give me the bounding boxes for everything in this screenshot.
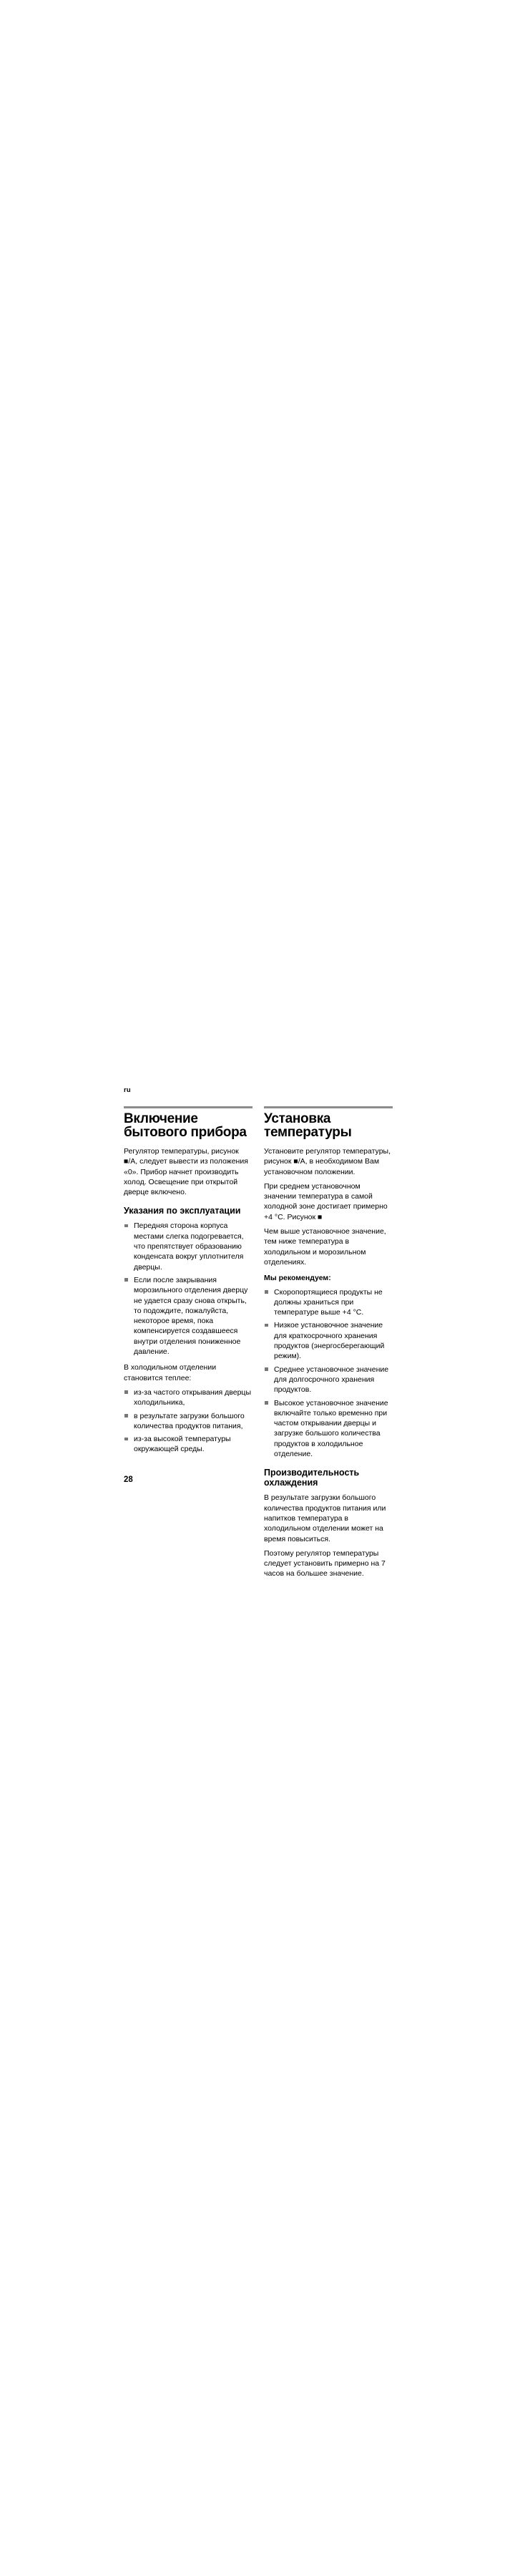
- warming-lead: В холодильном отделении становится теплее:: [124, 1363, 217, 1382]
- manual-page-content: [124, 1087, 393, 1584]
- paragraph: При среднем установочном значении температура в самой холодной зоне достигает примерно +4 °C. Рисунок ■: [264, 1181, 388, 1221]
- list-item: Если после закрывания морозильного отделения дверцу не удается сразу снова открыть, то подождите, пожалуйста, некоторое время, пока компенсируется создавшееся внутри отделения пониженное давление.: [124, 1275, 252, 1357]
- paragraph: Чем выше установочное значение, тем ниже температура в холодильном и морозильном отделениях.: [264, 1227, 386, 1267]
- section-setting-temperature: [264, 1106, 393, 1584]
- section-title: Включение бытового прибора: [124, 1111, 247, 1140]
- page-number: 28: [124, 1475, 133, 1484]
- subheading-cooling-capacity: Производительность охлаждения: [264, 1468, 360, 1488]
- section-divider-rule: [264, 1106, 393, 1108]
- two-column-layout: [124, 1106, 393, 1584]
- list-item: из-за частого открывания дверцы холодильника,: [124, 1387, 252, 1408]
- language-label: ru: [124, 1086, 131, 1094]
- paragraph: В результате загрузки большого количества продуктов питания или напитков температура в холодильном отделении может на время повыситься.: [264, 1493, 386, 1543]
- list-item: Передняя сторона корпуса местами слегка подогревается, что препятствует образованию конденсата вокруг уплотнителя дверцы.: [124, 1221, 252, 1272]
- list-item: Скоропортящиеся продукты не должны храниться при температуре выше +4 °C.: [264, 1287, 393, 1318]
- paragraph: Установите регулятор температуры, рисунок ■/A, в необходимом Вам установочном положении.: [264, 1147, 391, 1176]
- section-title: Установка температуры: [264, 1111, 352, 1140]
- section-divider-rule: [124, 1106, 252, 1108]
- list-item: Высокое установочное значение включайте только временно при частом открывании дверцы и загрузке большого количества продуктов в холодильное отделение.: [264, 1398, 393, 1460]
- warming-causes-list: [124, 1387, 252, 1455]
- intro-paragraph: Регулятор температуры, рисунок ■/A, следует вывести из положения «0». Прибор начнет производить холод. Освещение при открытой дверце включено.: [124, 1147, 248, 1197]
- list-item: из-за высокой температуры окружающей среды.: [124, 1434, 252, 1455]
- list-item: Низкое установочное значение для краткосрочного хранения продуктов (энергосберегающий режим).: [264, 1320, 393, 1361]
- section-switching-on-appliance: [124, 1106, 252, 1459]
- recommendations-list: [264, 1287, 393, 1460]
- paragraph: Поэтому регулятор температуры следует установить примерно на 7 часов на большее значение.: [264, 1548, 386, 1579]
- recommendations-lead: Мы рекомендуем:: [264, 1274, 331, 1283]
- subheading-operating-notes: Указания по эксплуатации: [124, 1206, 241, 1216]
- list-item: Среднее установочное значение для долгосрочного хранения продуктов.: [264, 1365, 393, 1395]
- operating-notes-list: [124, 1221, 252, 1357]
- list-item: в результате загрузки большого количества продуктов питания,: [124, 1411, 252, 1432]
